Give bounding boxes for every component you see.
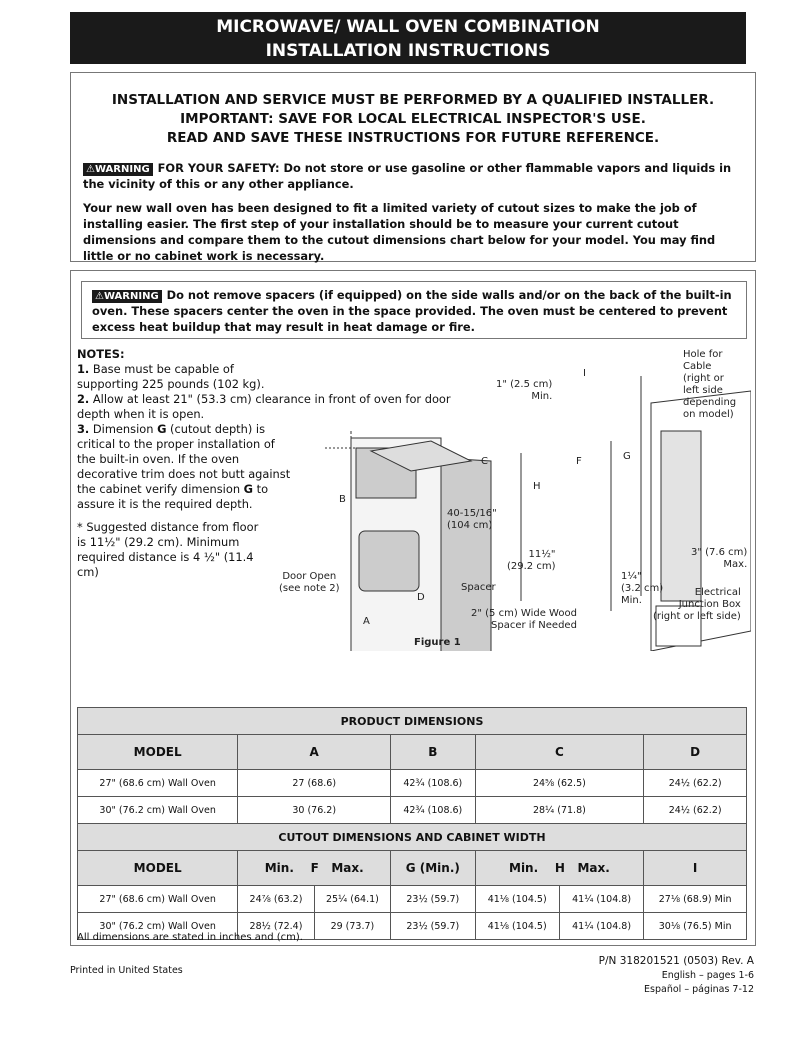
intro-line-2: IMPORTANT: SAVE FOR LOCAL ELECTRICAL INSPECTOR'S USE. — [180, 111, 646, 127]
intro-line-3: READ AND SAVE THESE INSTRUCTIONS FOR FUTURE REFERENCE. — [166, 130, 660, 146]
cell: 24½ (62.2) — [644, 797, 747, 824]
cell: 23½ (59.7) — [391, 886, 475, 913]
height-label: 40-15/16" (104 cm) — [447, 508, 497, 531]
dim-b-label: B — [339, 494, 346, 505]
one-inch-label: 1" (2.5 cm) Min. — [496, 379, 553, 402]
cell: 25¼ (64.1) — [314, 886, 390, 913]
cell: 23½ (59.7) — [391, 913, 475, 940]
note-text: to assure it is the required depth. — [77, 482, 269, 511]
spanish-pages: Español – páginas 7-12 — [644, 984, 754, 995]
notes — [77, 347, 451, 580]
safety-text: FOR YOUR SAFETY: Do not store or use gasoline or other flammable vapors and liquids in the vicinity of this or any other appliance. — [83, 161, 732, 191]
product-dimensions-title: PRODUCT DIMENSIONS — [78, 708, 747, 735]
table-row — [78, 797, 747, 824]
cell: 42¾ (108.6) — [391, 770, 475, 797]
cutout-dimensions-title: CUTOUT DIMENSIONS AND CABINET WIDTH — [78, 824, 747, 851]
dimensions-table — [77, 707, 747, 940]
note-text: (cutout depth) is critical to the proper installation of the built-in oven. If the oven decorative trim does not butt against the cabinet verify dimension — [77, 422, 291, 496]
header-cell: C — [475, 735, 644, 770]
intro-line-1: INSTALLATION AND SERVICE MUST BE PERFORMED BY A QUALIFIED INSTALLER. — [111, 92, 715, 108]
dim-c-label: C — [481, 456, 488, 467]
table-note: All dimensions are stated in inches and (cm). — [77, 932, 303, 943]
intro-box — [70, 72, 756, 262]
cell: 28¼ (71.8) — [475, 797, 644, 824]
title-line-1: MICROWAVE/ WALL OVEN COMBINATION — [216, 17, 600, 37]
cell: 30" (76.2 cm) Wall Oven — [78, 913, 238, 940]
hole-label: Hole for Cable (right or left side depending on model) — [683, 349, 737, 420]
cell: 30 (76.2) — [238, 797, 391, 824]
header-cell: I — [644, 851, 747, 886]
cell: 28½ (72.4) — [238, 913, 314, 940]
junction-box-label: Electrical Junction Box (right or left side) — [653, 587, 741, 622]
dim-g-label: G — [623, 451, 631, 462]
spacer-warning-text: Do not remove spacers (if equipped) on the side walls and/or on the back of the built-in oven. These spacers center the oven in the space provided. The oven must be centered to prevent excess heat buildup that may result in heat damage or fire. — [92, 288, 732, 334]
note-3 — [77, 422, 297, 512]
table-row — [78, 770, 747, 797]
cell: 27" (68.6 cm) Wall Oven — [78, 770, 238, 797]
cell: 24½ (62.2) — [644, 770, 747, 797]
dim-h-label: H — [533, 481, 541, 492]
dim-f-label: F — [576, 456, 582, 467]
wood-spacer-label: 2" (5 cm) Wide Wood Spacer if Needed — [471, 608, 577, 631]
spacer-warning — [81, 281, 747, 339]
safety-warning — [83, 160, 743, 192]
dim-a-label: A — [363, 616, 370, 627]
table-row — [78, 886, 747, 913]
note-text: G — [243, 482, 254, 496]
header-cell: G (Min.) — [391, 851, 475, 886]
intro-heading — [71, 91, 755, 148]
one-quarter-inch-label: 1¼" (3.2 cm) Min. — [621, 571, 664, 606]
header-cell: MODEL — [78, 851, 238, 886]
cell: 29 (73.7) — [314, 913, 390, 940]
header-cell: Min. F Max. — [238, 851, 391, 886]
header-cell: Min. H Max. — [475, 851, 644, 886]
note-text: Allow at least 21" (53.3 cm) clearance in front of oven for door depth when it is open. — [77, 392, 451, 421]
cell: 41⅛ (104.5) — [475, 886, 559, 913]
note-1 — [77, 362, 297, 392]
header-cell: B — [391, 735, 475, 770]
suggested-distance: * Suggested distance from floor is 11½" (29.2 cm). Minimum required distance is 4 ½" (11.4 cm) — [77, 520, 259, 579]
cell: 41¼ (104.8) — [559, 913, 643, 940]
dim-d-label: D — [417, 592, 425, 603]
spacer-label: Spacer — [461, 582, 496, 593]
note-number: 2. — [77, 392, 90, 406]
note-text: G — [157, 422, 167, 436]
note-number: 3. — [77, 422, 90, 436]
cell: 30" (76.2 cm) Wall Oven — [78, 797, 238, 824]
figure-caption: Figure 1 — [414, 637, 461, 648]
cell: 27⅛ (68.9) Min — [644, 886, 747, 913]
cell: 24⅝ (62.5) — [475, 770, 644, 797]
cell: 24⅞ (63.2) — [238, 886, 314, 913]
intro-body: Your new wall oven has been designed to fit a limited variety of cutout sizes to make the job of installing easier. The first step of your installation should be to measure your current cutout dimensions and compare them to the cutout dimensions chart below for your model. You may find little or no cabinet work is necessary. — [83, 201, 716, 263]
warning-badge: ⚠WARNING — [83, 163, 153, 176]
header-cell: D — [644, 735, 747, 770]
eleven-inch-label: 11½" (29.2 cm) — [507, 549, 556, 572]
three-inch-label: 3" (7.6 cm) Max. — [691, 547, 748, 570]
printed-in: Printed in United States — [70, 965, 183, 976]
note-text: Dimension — [92, 422, 158, 436]
part-number: P/N 318201521 (0503) Rev. A — [598, 955, 754, 967]
door-open-label: Door Open (see note 2) — [279, 571, 340, 594]
instructions-box — [70, 270, 756, 946]
cell: 27" (68.6 cm) Wall Oven — [78, 886, 238, 913]
header-cell: A — [238, 735, 391, 770]
dim-i-label: I — [583, 368, 586, 379]
cell: 30⅛ (76.5) Min — [644, 913, 747, 940]
cell: 41⅛ (104.5) — [475, 913, 559, 940]
document-title — [70, 12, 746, 64]
title-line-2: INSTALLATION INSTRUCTIONS — [265, 41, 551, 61]
note-text: Base must be capable of supporting 225 pounds (102 kg). — [77, 362, 265, 391]
cell: 42¾ (108.6) — [391, 797, 475, 824]
header-cell: MODEL — [78, 735, 238, 770]
english-pages: English – pages 1-6 — [661, 970, 754, 981]
warning-badge: ⚠WARNING — [92, 290, 162, 303]
cell: 27 (68.6) — [238, 770, 391, 797]
notes-heading: NOTES: — [77, 347, 125, 361]
note-number: 1. — [77, 362, 90, 376]
cell: 41¼ (104.8) — [559, 886, 643, 913]
